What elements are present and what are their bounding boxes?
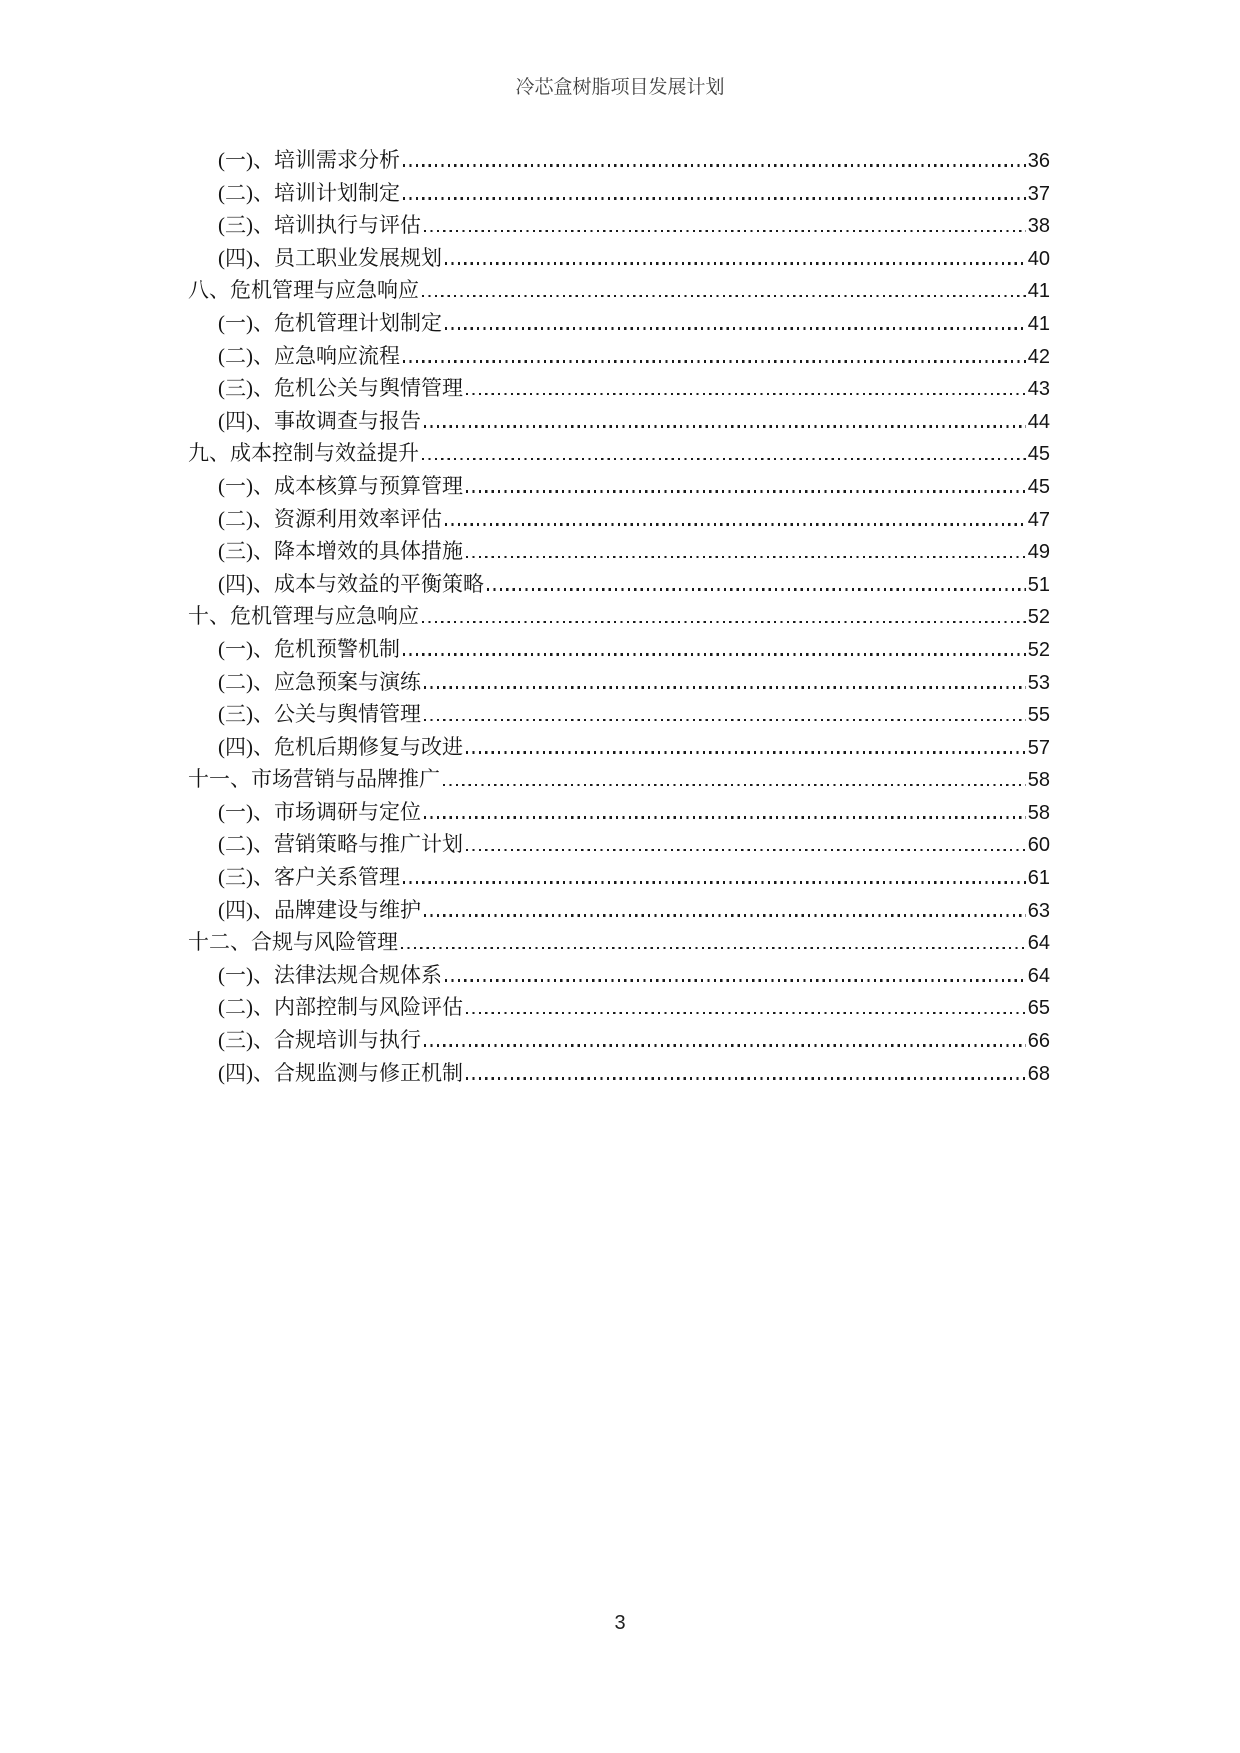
table-of-contents: [188, 144, 1050, 1089]
toc-leader-dots: [424, 914, 1026, 917]
toc-page-number: 52: [1027, 606, 1050, 629]
toc-leader-dots: [466, 1077, 1026, 1080]
header-title: 冷芯盒树脂项目发展计划: [515, 77, 725, 98]
toc-entry-title: 八、危机管理与应急响应: [188, 278, 419, 303]
toc-leader-dots: [422, 295, 1026, 298]
toc-page-number: 41: [1027, 312, 1050, 335]
toc-entry-title: (一)、危机预警机制: [218, 636, 400, 661]
toc-page-number: 60: [1027, 834, 1050, 857]
toc-page-number: 47: [1027, 508, 1050, 531]
toc-leader-dots: [466, 1012, 1026, 1015]
page-footer: [0, 1609, 1240, 1637]
toc-entry-title: 十一、市场营销与品牌推广: [188, 767, 440, 792]
toc-entry-title: (一)、市场调研与定位: [218, 799, 421, 824]
toc-page-number: 52: [1027, 638, 1050, 661]
toc-entry[interactable]: [188, 633, 1050, 666]
toc-entry-title: (二)、营销策略与推广计划: [218, 832, 463, 857]
toc-leader-dots: [424, 686, 1026, 689]
toc-entry[interactable]: [188, 307, 1050, 340]
toc-entry[interactable]: [188, 535, 1050, 568]
toc-leader-dots: [445, 523, 1026, 526]
toc-entry[interactable]: [188, 503, 1050, 536]
toc-page-number: 58: [1027, 769, 1050, 792]
toc-entry-title: (二)、培训计划制定: [218, 180, 400, 205]
toc-page-number: 51: [1027, 573, 1050, 596]
toc-entry[interactable]: [188, 796, 1050, 829]
toc-entry[interactable]: [188, 698, 1050, 731]
toc-page-number: 64: [1027, 932, 1050, 955]
toc-leader-dots: [443, 784, 1026, 787]
toc-entry[interactable]: [188, 1024, 1050, 1057]
toc-page-number: 38: [1027, 215, 1050, 238]
toc-entry[interactable]: [188, 1057, 1050, 1090]
toc-entry[interactable]: [188, 242, 1050, 275]
toc-entry-title: 十、危机管理与应急响应: [188, 604, 419, 629]
toc-entry-title: (二)、应急预案与演练: [218, 669, 421, 694]
toc-page-number: 63: [1027, 899, 1050, 922]
toc-entry-title: (四)、员工职业发展规划: [218, 245, 442, 270]
toc-entry-title: (一)、法律法规合规体系: [218, 962, 442, 987]
toc-entry[interactable]: [188, 600, 1050, 633]
toc-leader-dots: [403, 360, 1026, 363]
toc-entry[interactable]: [188, 828, 1050, 861]
toc-entry-title: (三)、降本增效的具体措施: [218, 539, 463, 564]
toc-entry[interactable]: [188, 405, 1050, 438]
toc-leader-dots: [466, 556, 1026, 559]
toc-leader-dots: [424, 230, 1026, 233]
toc-page-number: 65: [1027, 997, 1050, 1020]
toc-entry[interactable]: [188, 959, 1050, 992]
toc-leader-dots: [466, 490, 1026, 493]
toc-page-number: 61: [1027, 867, 1050, 890]
toc-page-number: 44: [1027, 410, 1050, 433]
toc-page-number: 45: [1027, 475, 1050, 498]
toc-entry[interactable]: [188, 894, 1050, 927]
toc-leader-dots: [422, 458, 1026, 461]
toc-entry-title: (一)、成本核算与预算管理: [218, 473, 463, 498]
toc-entry[interactable]: [188, 763, 1050, 796]
toc-entry[interactable]: [188, 274, 1050, 307]
toc-leader-dots: [424, 816, 1026, 819]
toc-page-number: 57: [1027, 736, 1050, 759]
page-header: [0, 76, 1240, 100]
toc-entry[interactable]: [188, 568, 1050, 601]
toc-leader-dots: [424, 425, 1026, 428]
toc-entry-title: (四)、成本与效益的平衡策略: [218, 571, 484, 596]
toc-entry-title: (四)、品牌建设与维护: [218, 897, 421, 922]
toc-entry-title: 九、成本控制与效益提升: [188, 441, 419, 466]
toc-entry-title: (三)、培训执行与评估: [218, 213, 421, 238]
toc-page-number: 42: [1027, 345, 1050, 368]
toc-leader-dots: [403, 653, 1026, 656]
toc-page-number: 55: [1027, 704, 1050, 727]
toc-leader-dots: [403, 164, 1026, 167]
toc-entry-title: (二)、应急响应流程: [218, 343, 400, 368]
toc-leader-dots: [466, 393, 1026, 396]
toc-leader-dots: [424, 1044, 1026, 1047]
toc-entry[interactable]: [188, 861, 1050, 894]
footer-page-number: 3: [614, 1612, 626, 1634]
toc-entry[interactable]: [188, 926, 1050, 959]
toc-entry[interactable]: [188, 666, 1050, 699]
toc-leader-dots: [487, 588, 1026, 591]
toc-entry[interactable]: [188, 372, 1050, 405]
toc-entry-title: (三)、公关与舆情管理: [218, 702, 421, 727]
toc-page-number: 49: [1027, 541, 1050, 564]
toc-leader-dots: [401, 947, 1026, 950]
toc-page-number: 53: [1027, 671, 1050, 694]
toc-page-number: 41: [1027, 280, 1050, 303]
toc-page-number: 68: [1027, 1062, 1050, 1085]
toc-leader-dots: [422, 621, 1026, 624]
toc-entry-title: 十二、合规与风险管理: [188, 930, 398, 955]
toc-entry-title: (一)、危机管理计划制定: [218, 310, 442, 335]
toc-entry-title: (一)、培训需求分析: [218, 148, 400, 172]
toc-page-number: 45: [1027, 443, 1050, 466]
toc-page-number: 40: [1027, 247, 1050, 270]
toc-entry[interactable]: [188, 437, 1050, 470]
toc-page-number: 66: [1027, 1030, 1050, 1053]
toc-entry-title: (四)、事故调查与报告: [218, 408, 421, 433]
toc-leader-dots: [403, 197, 1026, 200]
toc-page-number: 58: [1027, 801, 1050, 824]
toc-entry[interactable]: [188, 209, 1050, 242]
toc-entry[interactable]: [188, 144, 1050, 177]
toc-leader-dots: [445, 262, 1026, 265]
toc-entry-title: (二)、资源利用效率评估: [218, 506, 442, 531]
toc-entry-title: (二)、内部控制与风险评估: [218, 995, 463, 1020]
toc-entry-title: (三)、危机公关与舆情管理: [218, 376, 463, 401]
toc-entry-title: (三)、客户关系管理: [218, 865, 400, 890]
toc-entry[interactable]: [188, 470, 1050, 503]
toc-leader-dots: [424, 719, 1026, 722]
toc-entry-title: (四)、危机后期修复与改进: [218, 734, 463, 759]
toc-leader-dots: [445, 979, 1026, 982]
toc-entry-title: (三)、合规培训与执行: [218, 1028, 421, 1053]
toc-entry[interactable]: [188, 991, 1050, 1024]
toc-page-number: 43: [1027, 378, 1050, 401]
toc-page-number: 37: [1027, 182, 1050, 205]
toc-entry[interactable]: [188, 177, 1050, 210]
toc-leader-dots: [445, 327, 1026, 330]
toc-entry-title: (四)、合规监测与修正机制: [218, 1060, 463, 1085]
toc-leader-dots: [403, 881, 1026, 884]
toc-leader-dots: [466, 751, 1026, 754]
toc-entry[interactable]: [188, 340, 1050, 373]
toc-page-number: 64: [1027, 964, 1050, 987]
toc-leader-dots: [466, 849, 1026, 852]
toc-page-number: 36: [1027, 150, 1050, 172]
toc-entry[interactable]: [188, 731, 1050, 764]
